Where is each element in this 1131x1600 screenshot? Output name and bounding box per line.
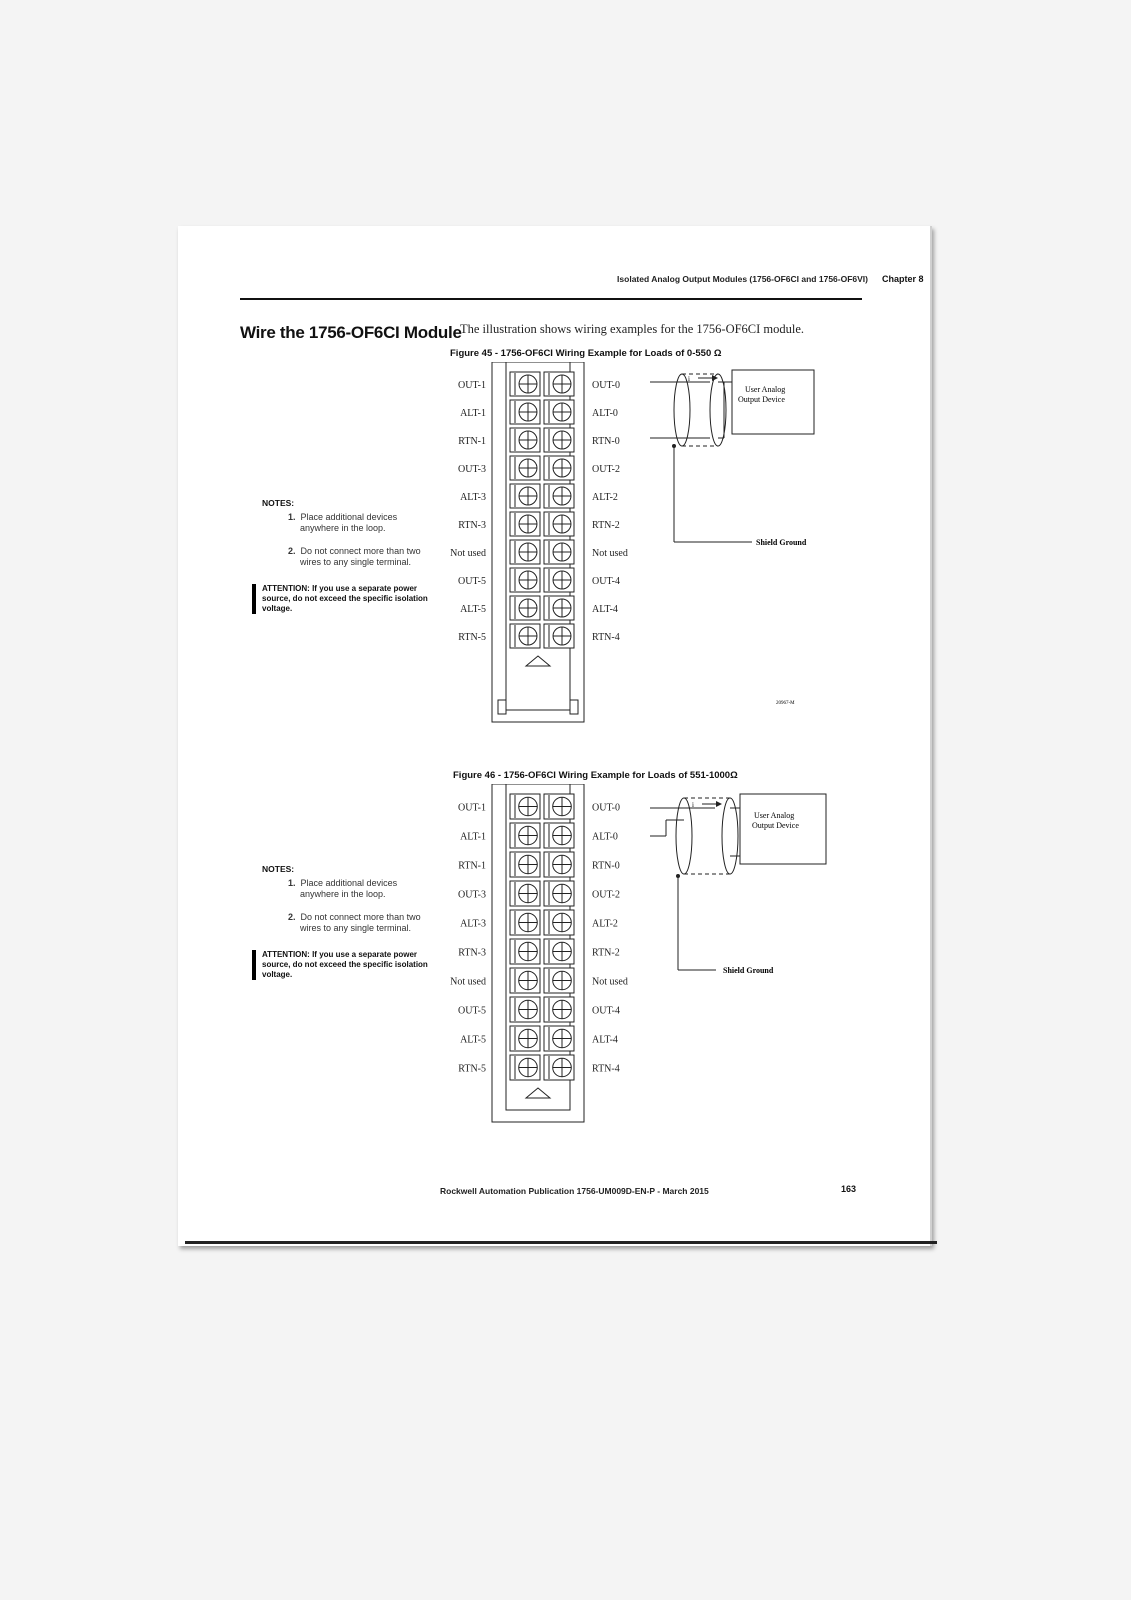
notes-block-1: [262, 498, 442, 614]
release-tab-icon: [526, 656, 550, 666]
page-number: 163: [841, 1184, 857, 1194]
sheet-bottom-edge: [185, 1241, 937, 1244]
shield-cable-right: [722, 798, 738, 874]
notes-label: NOTES:: [262, 864, 295, 874]
footer-publication: Rockwell Automation Publication 1756-UM009D-EN-P - March 2015: [440, 1186, 709, 1196]
pin-label-right: RTN-2: [592, 947, 620, 959]
pin-label-left: Not used: [450, 548, 486, 559]
pin-label-left: RTN-5: [458, 1063, 486, 1075]
pin-label-left: Not used: [450, 976, 486, 988]
note-2: 2. Do not connect more than two wires to any single terminal.: [288, 912, 421, 933]
figure-46-wiring-diagram: [440, 784, 840, 1124]
pin-label-left: ALT-3: [460, 492, 486, 503]
note-2: 2. Do not connect more than two wires to any single terminal.: [288, 546, 421, 567]
pin-label-right: RTN-0: [592, 436, 620, 447]
shield-cable-left: [674, 374, 690, 446]
pin-label-right: OUT-0: [592, 380, 620, 391]
pin-label-left: RTN-5: [458, 632, 486, 643]
pin-label-left: ALT-3: [460, 918, 486, 930]
pin-label-right: Not used: [592, 976, 628, 988]
current-symbol: i: [692, 801, 694, 809]
document-page: [178, 226, 932, 1246]
device-label-line1: User Analog: [745, 385, 786, 394]
pin-label-left: ALT-5: [460, 604, 486, 615]
figure-45-wiring-diagram: [440, 362, 840, 724]
pin-label-right: OUT-2: [592, 889, 620, 901]
pin-label-right: RTN-2: [592, 520, 620, 531]
attention-note: ATTENTION: If you use a separate power source, do not exceed the specific isolation voltage.: [252, 950, 442, 980]
pin-label-right: ALT-0: [592, 408, 618, 419]
current-symbol: i: [688, 375, 690, 383]
pin-label-right: OUT-0: [592, 802, 620, 814]
device-label-line2: Output Device: [738, 395, 785, 404]
shield-ground-label: Shield Ground: [723, 966, 774, 975]
device-label-line2: Output Device: [752, 821, 799, 830]
pin-label-left: ALT-1: [460, 831, 486, 843]
figure-45-caption: Figure 45 - 1756-OF6CI Wiring Example for Loads of 0-550 Ω: [450, 348, 722, 359]
pin-label-right: RTN-0: [592, 860, 620, 872]
chapter-label: Chapter 8: [882, 274, 924, 284]
pin-label-left: OUT-5: [458, 1005, 486, 1017]
pin-label-right: ALT-4: [592, 604, 618, 615]
release-tab-icon: [526, 1088, 550, 1098]
pin-label-left: OUT-1: [458, 380, 486, 391]
figure-code: 20967-M: [776, 701, 795, 706]
note-1: 1. Place additional devices anywhere in the loop.: [288, 512, 398, 533]
pin-label-left: RTN-3: [458, 520, 486, 531]
notes-label: NOTES:: [262, 498, 295, 508]
pin-label-right: ALT-2: [592, 918, 618, 930]
latch-left: [498, 700, 506, 714]
running-header: Isolated Analog Output Modules (1756-OF6CI and 1756-OF6VI): [617, 274, 868, 284]
pin-label-left: RTN-1: [458, 436, 486, 447]
pin-label-left: OUT-3: [458, 464, 486, 475]
current-arrow-icon: [716, 801, 722, 807]
pin-label-left: RTN-1: [458, 860, 486, 872]
pin-label-right: OUT-4: [592, 576, 620, 587]
latch-right: [570, 700, 578, 714]
header-rule: [240, 298, 862, 300]
pin-label-right: ALT-4: [592, 1034, 618, 1046]
pin-label-right: ALT-0: [592, 831, 618, 843]
notes-block-2: [262, 864, 442, 980]
pin-label-right: OUT-4: [592, 1005, 620, 1017]
section-title: Wire the 1756-OF6CI Module: [240, 323, 462, 342]
attention-note: ATTENTION: If you use a separate power source, do not exceed the specific isolation voltage.: [252, 584, 442, 614]
shield-cable-left: [676, 798, 692, 874]
pin-label-left: OUT-5: [458, 576, 486, 587]
pin-label-left: OUT-3: [458, 889, 486, 901]
pin-label-right: RTN-4: [592, 1063, 620, 1075]
shield-ground-label: Shield Ground: [756, 538, 807, 547]
pin-label-right: ALT-2: [592, 492, 618, 503]
figure-46-caption: Figure 46 - 1756-OF6CI Wiring Example for Loads of 551-1000Ω: [453, 770, 738, 781]
pin-label-left: OUT-1: [458, 802, 486, 814]
note-1: 1. Place additional devices anywhere in the loop.: [288, 878, 398, 899]
intro-text: The illustration shows wiring examples for the 1756-OF6CI module.: [460, 322, 805, 336]
pin-label-right: OUT-2: [592, 464, 620, 475]
pin-label-left: RTN-3: [458, 947, 486, 959]
pin-label-right: RTN-4: [592, 632, 620, 643]
pin-label-left: ALT-1: [460, 408, 486, 419]
pin-label-left: ALT-5: [460, 1034, 486, 1046]
pin-label-right: Not used: [592, 548, 628, 559]
device-label-line1: User Analog: [754, 811, 795, 820]
